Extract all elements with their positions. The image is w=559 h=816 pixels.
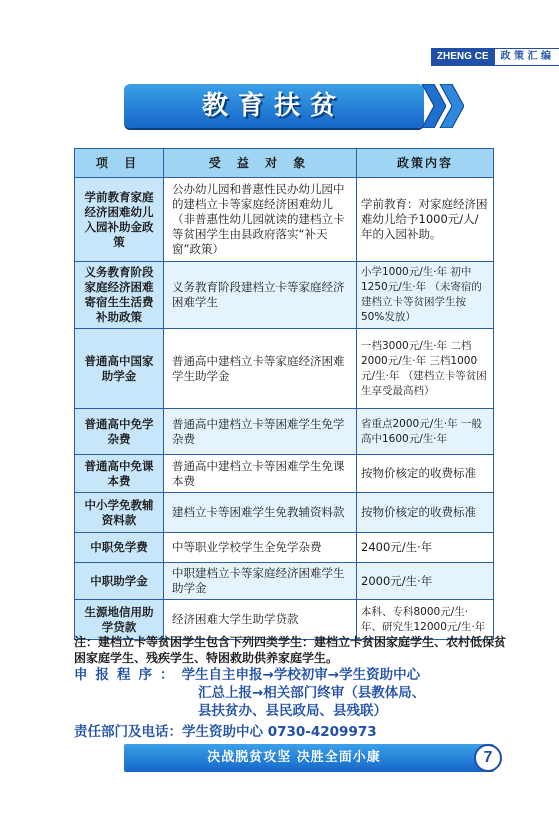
row-content: 按物价核定的收费标准 bbox=[357, 455, 494, 493]
row-content: 按物价核定的收费标准 bbox=[357, 493, 494, 533]
responsible-department: 责任部门及电话：学生资助中心 0730-4209973 bbox=[74, 724, 377, 740]
row-target: 经济困难大学生助学贷款 bbox=[164, 600, 357, 640]
table-row bbox=[75, 178, 494, 262]
row-target: 普通高中建档立卡等困难学生免课本费 bbox=[164, 455, 357, 493]
row-target: 中等职业学校学生全免学杂费 bbox=[164, 533, 357, 563]
row-target: 建档立卡等困难学生免教辅资料款 bbox=[164, 493, 357, 533]
row-item: 中小学免教辅资料款 bbox=[75, 493, 164, 533]
row-item: 生源地信用助学贷款 bbox=[75, 600, 164, 640]
row-content: 学前教育：对家庭经济困难幼儿给予1000元/人/年的入园补助。 bbox=[357, 178, 494, 262]
row-target: 公办幼儿园和普惠性民办幼儿园中的建档立卡等家庭经济困难幼儿（非普惠性幼儿园就读的建档立卡等贫困学生由县政府落实“补天窗”政策） bbox=[164, 178, 357, 262]
header-content: 政策内容 bbox=[357, 149, 494, 178]
header-target: 受 益 对 象 bbox=[164, 149, 357, 178]
procedure-line-3: 县扶贫办、县民政局、县残联） bbox=[198, 703, 387, 719]
row-item: 中职助学金 bbox=[75, 563, 164, 600]
row-target: 普通高中建档立卡等家庭经济困难学生助学金 bbox=[164, 329, 357, 409]
footnote: 注：建档立卡等贫困学生包含下列四类学生：建档立卡贫困家庭学生、农村低保贫困家庭学生、残疾学生、特困救助供养家庭学生。 bbox=[74, 635, 507, 665]
section-tag-cn: 政 策 汇 编 bbox=[495, 48, 559, 66]
row-item: 中职免学费 bbox=[75, 533, 164, 563]
row-item: 普通高中免学杂费 bbox=[75, 409, 164, 455]
table-row bbox=[75, 409, 494, 455]
table-row bbox=[75, 455, 494, 493]
row-target: 普通高中建档立卡等困难学生免学杂费 bbox=[164, 409, 357, 455]
procedure-label: 申报程序： bbox=[74, 667, 182, 683]
row-content: 2400元/生·年 bbox=[357, 533, 494, 563]
row-target: 中职建档立卡等家庭经济困难学生助学金 bbox=[164, 563, 357, 600]
section-tag-en: ZHENG CE bbox=[431, 48, 495, 66]
table-header-row bbox=[75, 149, 494, 178]
row-item: 普通高中免课本费 bbox=[75, 455, 164, 493]
chevron-right-icon bbox=[438, 84, 464, 128]
row-content: 2000元/生·年 bbox=[357, 563, 494, 600]
procedure-line-1: 学生自主申报→学校初审→学生资助中心 bbox=[181, 667, 421, 683]
row-item: 学前教育家庭经济困难幼儿入园补助金政策 bbox=[75, 178, 164, 262]
section-tag bbox=[431, 48, 559, 66]
policy-table bbox=[74, 148, 494, 640]
table-row bbox=[75, 262, 494, 329]
application-procedure bbox=[74, 666, 514, 720]
row-item: 普通高中国家助学金 bbox=[75, 329, 164, 409]
row-content: 省重点2000元/生·年 一般高中1600元/生·年 bbox=[357, 409, 494, 455]
row-target: 义务教育阶段建档立卡等家庭经济困难学生 bbox=[164, 262, 357, 329]
footer-slogan: 决战脱贫攻坚 决胜全面小康 bbox=[207, 750, 381, 765]
row-item: 义务教育阶段家庭经济困难寄宿生生活费补助政策 bbox=[75, 262, 164, 329]
table-row bbox=[75, 563, 494, 600]
row-content: 一档3000元/生·年 二档2000元/生·年 三档1000元/生·年 （建档立卡等贫困生享受最高档） bbox=[357, 329, 494, 409]
table-row bbox=[75, 493, 494, 533]
header-item: 项 目 bbox=[75, 149, 164, 178]
row-content: 本科、专科8000元/生·年、研究生12000元/生·年 bbox=[357, 600, 494, 640]
table-row bbox=[75, 329, 494, 409]
page-number: 7 bbox=[474, 744, 502, 772]
page-title: 教育扶贫 bbox=[201, 91, 346, 121]
row-content: 小学1000元/生·年 初中1250元/生·年 （未寄宿的建档立卡等贫困学生按50%发放） bbox=[357, 262, 494, 329]
table-row bbox=[75, 533, 494, 563]
procedure-line-2: 汇总上报→相关部门终审（县教体局、 bbox=[198, 685, 426, 701]
